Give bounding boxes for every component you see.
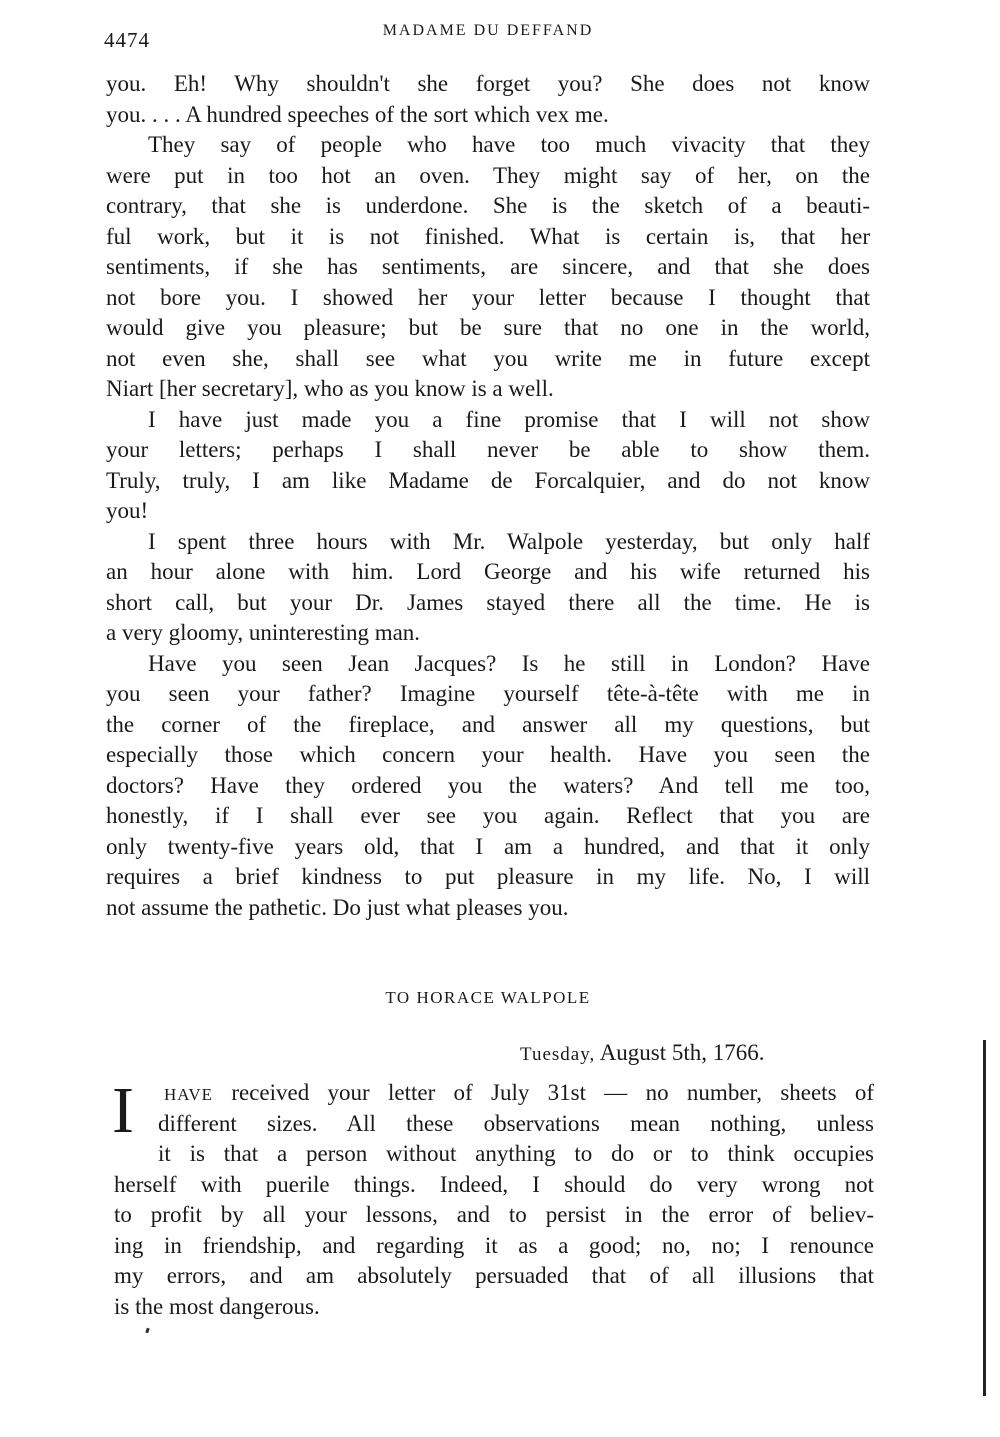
text-line: different sizes. All these observations mean nothing, unless bbox=[158, 1111, 874, 1136]
text-line: an hour alone with him. Lord George and his wife returned his bbox=[106, 559, 870, 584]
text-line: contrary, that she is underdone. She is the sketch of a beauti- bbox=[106, 193, 870, 218]
text-line: not bore you. I showed her your letter because I thought that bbox=[106, 285, 870, 310]
scan-speck bbox=[145, 1328, 150, 1334]
text-line: were put in too hot an oven. They might say of her, on the bbox=[106, 163, 870, 188]
text-line: not assume the pathetic. Do just what pleases you. bbox=[106, 895, 569, 920]
text-line: I spent three hours with Mr. Walpole yesterday, but only half bbox=[148, 529, 870, 554]
text-line: Have you seen Jean Jacques? Is he still in London? Have bbox=[148, 651, 870, 676]
text-line: to profit by all your lessons, and to persist in the error of believ- bbox=[114, 1202, 874, 1227]
text-line: it is that a person without anything to do or to think occupies bbox=[158, 1141, 874, 1166]
text-line: I have just made you a fine promise that I will not show bbox=[148, 407, 870, 432]
text-line: would give you pleasure; but be sure that no one in the world, bbox=[106, 315, 870, 340]
text-line: you. Eh! Why shouldn't she forget you? She does not know bbox=[106, 71, 870, 96]
text-line: Niart [her secretary], who as you know is a well. bbox=[106, 376, 554, 401]
text-line: ing in friendship, and regarding it as a good; no, no; I renounce bbox=[114, 1233, 874, 1258]
drop-cap: I bbox=[112, 1074, 134, 1147]
date-rest: August 5th, 1766. bbox=[595, 1040, 765, 1065]
small-caps-word: HAVE bbox=[164, 1085, 214, 1104]
text-line: Truly, truly, I am like Madame de Forcalquier, and do not know bbox=[106, 468, 870, 493]
line-text: received your letter of July 31st — no number, sheets of bbox=[213, 1080, 874, 1105]
page-number: 4474 bbox=[104, 28, 150, 52]
text-line: you! bbox=[106, 498, 149, 523]
text-line: you seen your father? Imagine yourself tête-à-tête with me in bbox=[106, 681, 870, 706]
text-line: you. . . . A hundred speeches of the sort which vex me. bbox=[106, 102, 609, 127]
text-line: They say of people who have too much vivacity that they bbox=[148, 132, 870, 157]
text-line: sentiments, if she has sentiments, are sincere, and that she does bbox=[106, 254, 870, 279]
letter-date bbox=[520, 1040, 765, 1066]
running-title: MADAME DU DEFFAND bbox=[382, 22, 594, 39]
text-line: only twenty-five years old, that I am a hundred, and that it only bbox=[106, 834, 870, 859]
text-line: honestly, if I shall ever see you again. Reflect that you are bbox=[106, 803, 870, 828]
text-line: my errors, and am absolutely persuaded that of all illusions that bbox=[114, 1263, 874, 1288]
date-day: Tuesday, bbox=[520, 1044, 596, 1065]
text-line: a very gloomy, uninteresting man. bbox=[106, 620, 421, 645]
scan-edge-bar bbox=[983, 1040, 986, 1396]
text-line: requires a brief kindness to put pleasure in my life. No, I will bbox=[106, 864, 870, 889]
text-line: not even she, shall see what you write me in future except bbox=[106, 346, 870, 371]
text-line: the corner of the fireplace, and answer all my questions, but bbox=[106, 712, 870, 737]
text-line: your letters; perhaps I shall never be able to show them. bbox=[106, 437, 870, 462]
letter-heading: TO HORACE WALPOLE bbox=[385, 988, 591, 1007]
text-line: especially those which concern your health. Have you seen the bbox=[106, 742, 870, 767]
text-line: is the most dangerous. bbox=[114, 1294, 320, 1319]
text-line: herself with puerile things. Indeed, I should do very wrong not bbox=[114, 1172, 874, 1197]
text-line: ful work, but it is not finished. What is certain is, that her bbox=[106, 224, 870, 249]
text-line bbox=[164, 1079, 874, 1109]
text-line: doctors? Have they ordered you the waters? And tell me too, bbox=[106, 773, 870, 798]
text-line: short call, but your Dr. James stayed there all the time. He is bbox=[106, 590, 870, 615]
